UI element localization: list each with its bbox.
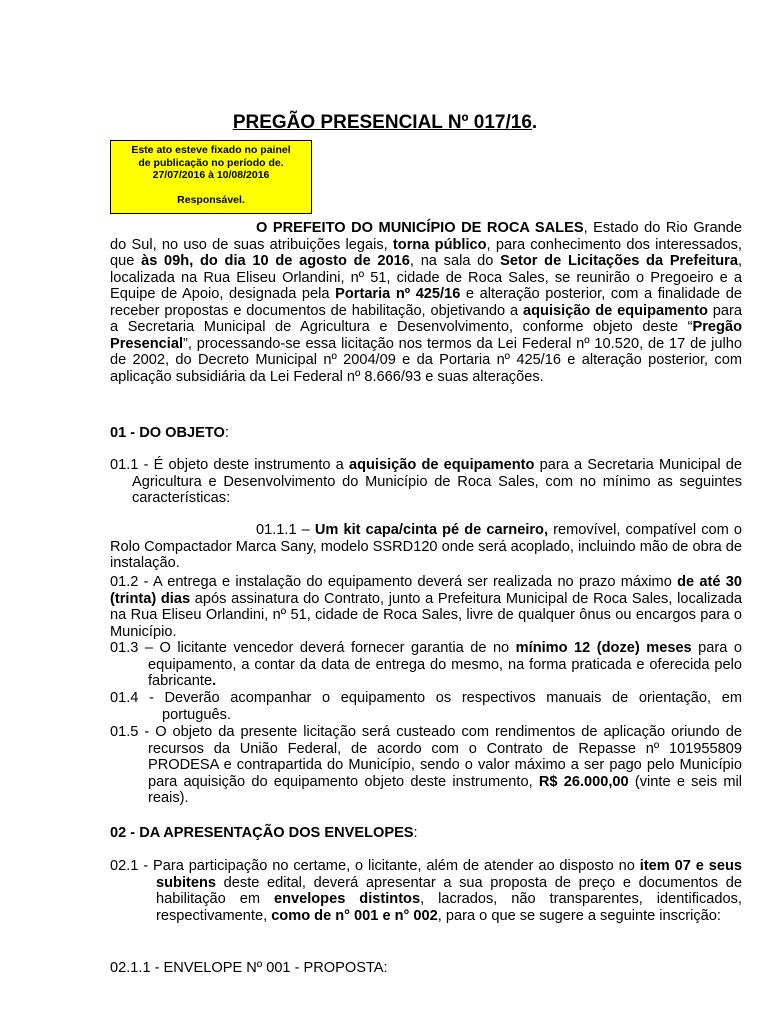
- item-01-4: [110, 690, 742, 723]
- intro-modality: Pregão Presencial: [110, 319, 742, 352]
- item-02-1-bold-3: como de n° 001 e n° 002: [271, 907, 438, 924]
- intro-text-5: e alteração posterior, com a finalidade de receber propostas e documentos de habilitação, objetivando a: [110, 286, 742, 319]
- item-01-3-text-a: 01.3 – O licitante vencedor deverá fornecer garantia de no: [110, 640, 516, 656]
- item-02-1-text-g: , para o que se sugere a seguinte inscrição:: [437, 907, 721, 924]
- intro-text-7: ”, processando-se essa licitação nos termos da Lei Federal nº 10.520, de 17 de julho de 2002, do Decreto Municipal nº 2004/09 e da Portaria nº 425/16 e alteração posterior, com aplicação subsidiária da Lei Federal nº 8.666/93 e suas alterações.: [110, 335, 742, 385]
- item-01-1-1-text: removível, compatível com o Rolo Compactador Marca Sany, modelo SSRD120 onde será acoplado, incluindo mão de obra de instalação.: [110, 522, 742, 571]
- item-01-1-1-bold: Um kit capa/cinta pé de carneiro,: [314, 522, 549, 538]
- item-01-1-1: [110, 522, 742, 572]
- intro-text-4: , localizada na Rua Eliseu Orlandini, nº 51, cidade de Roca Sales, se reunirão o Pregoeiro e a Equipe de Apoio, designada pela: [110, 253, 743, 302]
- stamp-line-3: 27/07/2016 à 10/08/2016: [152, 169, 270, 181]
- title-text: PREGÃO PRESENCIAL Nº 017/16: [232, 112, 532, 133]
- section-02-colon: :: [413, 825, 418, 841]
- intro-bold-1: torna público: [392, 236, 487, 253]
- item-02-1-bold-1: item 07 e seus subitens: [156, 858, 742, 891]
- stamp-line-2: de publicação no período de.: [138, 156, 284, 169]
- item-01-1-text-c: para a Secretaria Municipal de Agricultura e Desenvolvimento do Município de Roca Sales, com no mínimo as seguintes características:: [132, 457, 742, 506]
- item-01-1-1-num: 01.1.1 –: [256, 522, 315, 538]
- item-02-1-bold-2: envelopes distintos: [273, 891, 421, 907]
- item-02-1-text-a: 02.1 - Para participação no certame, o licitante, além de atender ao disposto no: [110, 858, 640, 874]
- intro-text-2: , para conhecimento dos interessados, que: [110, 236, 742, 269]
- intro-text-3: , na sala do: [409, 253, 501, 269]
- intro-portaria: Portaria nº 425/16: [335, 286, 461, 302]
- item-01-2: [110, 574, 742, 640]
- section-01-heading: [110, 425, 742, 442]
- stamp-responsible: Responsável.: [177, 193, 245, 206]
- item-01-5-amount: R$ 26.000,00: [538, 773, 629, 790]
- intro-text-1: , Estado do Rio Grande do Sul, no uso de suas atribuições legais,: [110, 220, 743, 253]
- section-02-title: 02 - DA APRESENTAÇÃO DOS ENVELOPES: [110, 825, 414, 841]
- item-02-1-text-e: , lacrados, não transparentes, identificados, respectivamente,: [156, 891, 742, 924]
- item-01-1-bold: aquisição de equipamento: [348, 457, 535, 473]
- intro-location: Setor de Licitações da Prefeitura: [500, 253, 738, 269]
- item-01-2-text-a: 01.2 - A entrega e instalação do equipamento deverá ser realizada no prazo máximo: [110, 574, 678, 590]
- item-01-2-text-c: após assinatura do Contrato, junto a Prefeitura Municipal de Roca Sales, localizada na Rua Eliseu Orlandini, nº 51, cidade de Roca Sales, livre de qualquer ônus ou encargos para o Município.: [110, 590, 742, 640]
- item-01-3-period: .: [212, 673, 217, 689]
- item-02-1: [110, 858, 742, 924]
- publication-stamp: [110, 140, 312, 214]
- item-01-4-text: 01.4 - Deverão acompanhar o equipamento os respectivos manuais de orientação, em português.: [110, 690, 742, 723]
- item-01-3: [110, 640, 742, 690]
- item-01-5: [110, 724, 742, 807]
- item-01-5-text-a: 01.5 - O objeto da presente licitação será custeado com rendimentos de aplicação oriundo de recursos da União Federal, de acordo com o Contrato de Repasse nº 101955809 PRODESA e contrapartida do Município, sendo o valor máximo a ser pago pelo Município para aquisição do equipamento objeto deste instrumento,: [110, 724, 742, 790]
- item-02-1-1: [110, 960, 742, 977]
- intro-object: aquisição de equipamento: [523, 302, 708, 319]
- item-01-3-bold: mínimo 12 (doze) meses: [515, 640, 692, 656]
- stamp-line-1: Este ato esteve fixado no painel: [131, 144, 291, 156]
- item-01-2-bold: de até 30 (trinta) dias: [110, 574, 742, 607]
- section-02-heading: [110, 825, 742, 842]
- section-01-title: 01 - DO OBJETO: [110, 425, 225, 441]
- title-suffix: .: [531, 112, 538, 133]
- intro-text-6: para a Secretaria Municipal de Agricultura e Desenvolvimento, conforme objeto deste “: [110, 302, 742, 335]
- item-01-1-text-a: 01.1 - É objeto deste instrumento a: [110, 457, 349, 473]
- intro-paragraph: [110, 220, 742, 385]
- item-01-5-text-c: (vinte e seis mil reais).: [148, 773, 742, 806]
- intro-mayor: O PREFEITO DO MUNICÍPIO DE ROCA SALES: [256, 220, 584, 236]
- document-title: [0, 112, 770, 134]
- intro-date: às 09h, do dia 10 de agosto de 2016: [141, 253, 410, 269]
- item-01-3-text-c: para o equipamento, a contar da data de entrega do mesmo, na forma praticada e oferecida pelo fabricante: [148, 640, 742, 689]
- item-02-1-text-c: deste edital, deverá apresentar a sua proposta de preço e documentos de habilitação em: [156, 874, 742, 907]
- section-01-colon: :: [224, 425, 229, 441]
- item-02-1-1-text: 02.1.1 - ENVELOPE Nº 001 - PROPOSTA:: [110, 960, 388, 976]
- item-01-1: [110, 457, 742, 507]
